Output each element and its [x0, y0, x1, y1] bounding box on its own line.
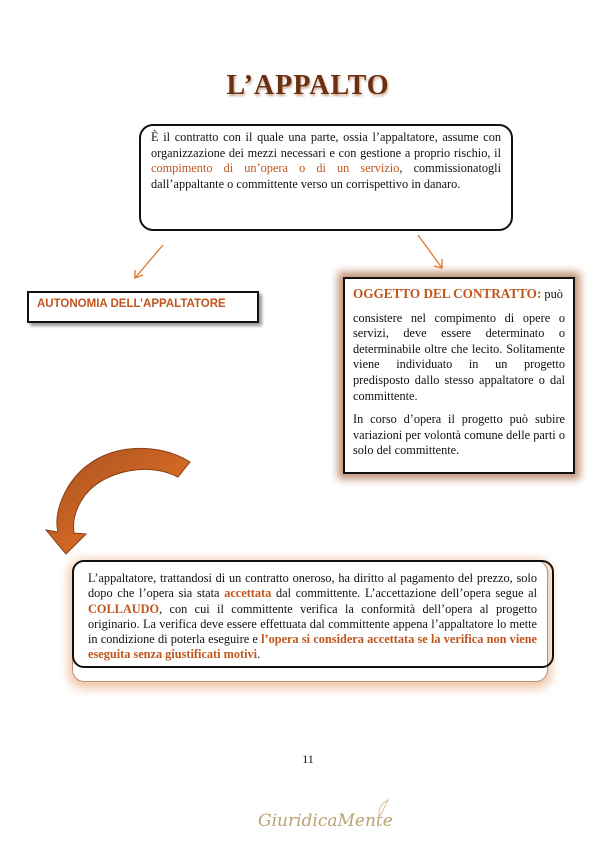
- page-title: L’APPALTO: [226, 70, 390, 101]
- arrow-to-oggetto: [418, 235, 442, 268]
- bottom-text-4: .: [257, 647, 261, 662]
- bottom-accettata: accettata: [224, 586, 272, 601]
- bottom-text-1: L’appaltatore, trattandosi di un contratto oneroso, ha diritto al pagamento del prezzo, solo dopo che l’opera sia stata: [88, 571, 537, 601]
- autonomia-box: [27, 291, 259, 323]
- definition-text-2: , commissionatogli dall’appaltante o committente verso un corrispettivo in danaro.: [151, 161, 502, 191]
- bottom-text-3: , con cui il committente verifica la conformità dell’opera al progetto originario. La verifica deve essere effettuata dal committente appena l’appaltatore lo mette in condizione di poterla eseguire e: [88, 601, 537, 647]
- arrow-to-autonomia: [135, 245, 163, 278]
- bottom-collaudo: COLLAUDO: [88, 601, 160, 616]
- accettazione-box: [72, 560, 548, 682]
- oggetto-text-2: In corso d’opera il progetto può subire variazioni per volontà comune delle parti o solo del committente.: [353, 412, 565, 458]
- page-number: 11: [302, 752, 314, 766]
- oggetto-text-1: consistere nel compimento di opere o servizi, deve essere determinato o determinabile oltre che lecito. Solitamente viene individuato in un progetto predisposto dallo stesso appaltatore o dal committente.: [353, 310, 565, 403]
- bottom-text-2: dal committente. L’accettazione dell’opera segue al: [271, 586, 538, 601]
- oggetto-box: [343, 277, 575, 474]
- bottom-highlight: l’opera si considera accettata se la verifica non viene eseguita senza giustificati motivi: [88, 632, 537, 662]
- curved-arrow-icon: [40, 432, 200, 557]
- definition-text-1: È il contratto con il quale una parte, ossia l’appaltatore, assume con organizzazione dei mezzi necessari e con gestione a proprio rischio, il: [151, 130, 501, 160]
- brand-logo: [258, 811, 393, 831]
- oggetto-heading: OGGETTO DEL CONTRATTO:: [353, 286, 542, 301]
- oggetto-lead: può: [541, 287, 563, 301]
- feather-icon: [376, 799, 390, 819]
- logo-text: GiuridicaMente: [258, 811, 393, 831]
- definition-highlight: compimento di un’opera o di un servizio: [151, 161, 400, 176]
- autonomia-label: AUTONOMIA DELL’APPALTATORE: [37, 298, 226, 310]
